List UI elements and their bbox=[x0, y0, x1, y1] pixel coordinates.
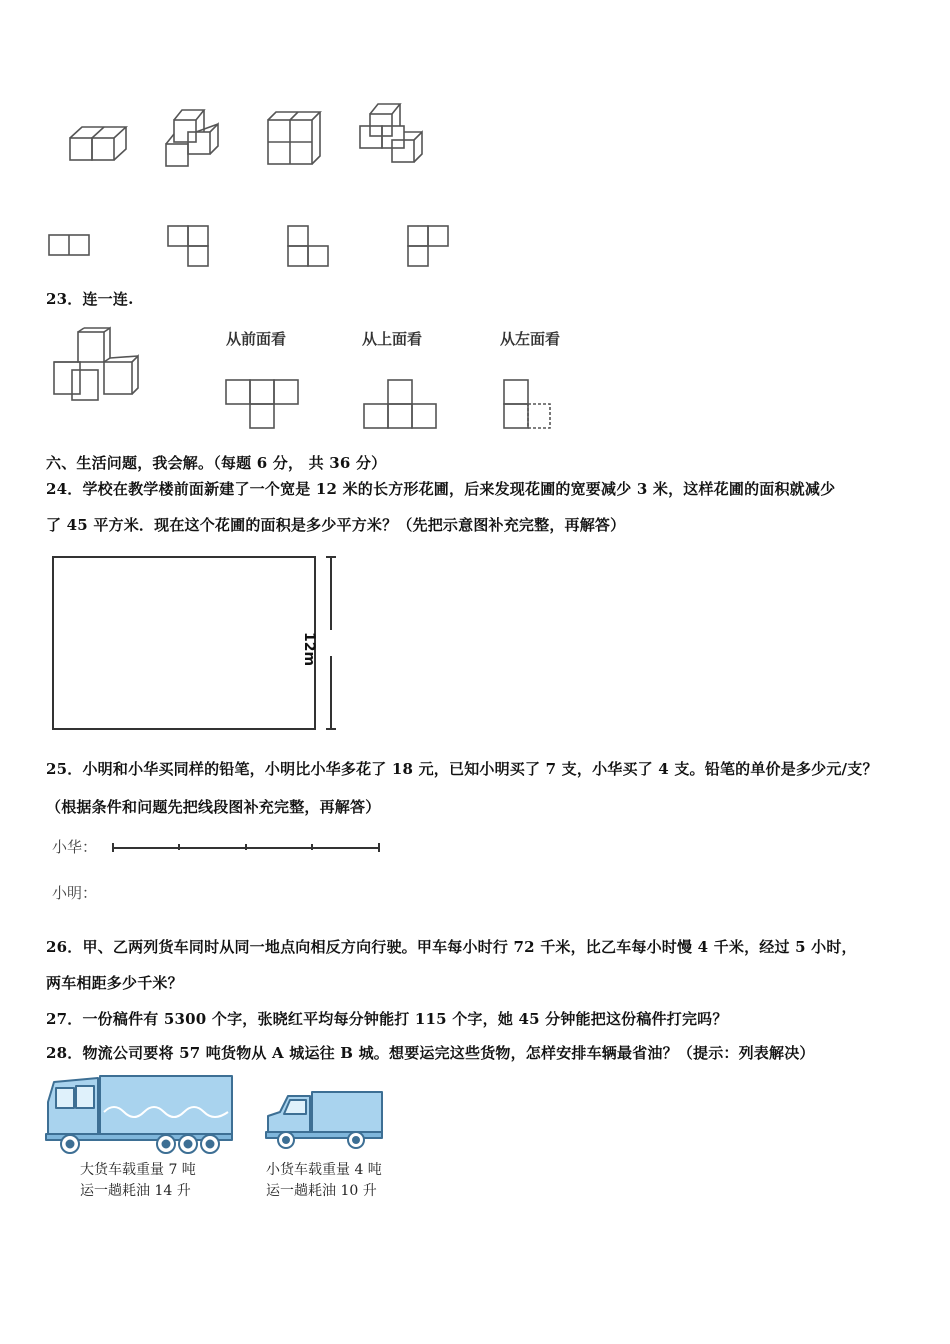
q26-line1: 26．甲、乙两列货车同时从同一地点向相反方向行驶。甲车每小时行 72 千米，比乙车每小时慢 4 千米，经过 5 小时， bbox=[46, 938, 857, 956]
q23-top-view bbox=[362, 376, 442, 432]
q26-line2: 两车相距多少千米？ bbox=[46, 974, 183, 992]
cube-figure-1 bbox=[66, 118, 126, 166]
q25-line1: 25．小明和小华买同样的铅笔，小明比小华多花了 18 元，已知小明买了 7 支，小华买了 4 支。铅笔的单价是多少元/支？ bbox=[46, 760, 878, 778]
q28-line1: 28．物流公司要将 57 吨货物从 A 城运往 B 城。想要运完这些货物，怎样安排车辆最省油？（提示：列表解决） bbox=[46, 1044, 815, 1062]
ming-label: 小明： bbox=[52, 884, 98, 902]
q23-front-view bbox=[224, 376, 304, 432]
q23-cube-stack bbox=[50, 326, 146, 406]
big-truck-illustration bbox=[44, 1072, 236, 1156]
q27-line1: 27．一份稿件有 5300 个字，张晓红平均每分钟能打 115 个字，她 45 分钟能把这份稿件打完吗？ bbox=[46, 1010, 728, 1028]
small-truck-caption-2: 运一趟耗油 10 升 bbox=[266, 1183, 377, 1199]
q23-left-view bbox=[502, 376, 558, 432]
big-truck-caption-2: 运一趟耗油 14 升 bbox=[80, 1183, 191, 1199]
garden-width-label: 12m bbox=[301, 632, 317, 667]
small-truck-illustration bbox=[264, 1088, 386, 1150]
view-label-top: 从上面看 bbox=[362, 330, 423, 348]
small-truck-caption-1: 小货车载重量 4 吨 bbox=[266, 1162, 382, 1178]
q23-title: 23．连一连. bbox=[46, 290, 134, 308]
view-label-left: 从左面看 bbox=[500, 330, 561, 348]
q24-line1: 24．学校在教学楼前面新建了一个宽是 12 米的长方形花圃，后来发现花圃的宽要减少 3 米，这样花圃的面积就减少 bbox=[46, 480, 836, 498]
view-shape-3 bbox=[286, 224, 332, 268]
view-shape-1 bbox=[48, 234, 92, 256]
garden-rectangle bbox=[52, 556, 316, 730]
view-label-front: 从前面看 bbox=[226, 330, 287, 348]
cube-figure-3 bbox=[264, 110, 324, 166]
garden-width-dimension bbox=[318, 556, 348, 730]
hua-segment-line bbox=[112, 842, 382, 854]
hua-label: 小华： bbox=[52, 838, 98, 856]
section6-heading: 六、生活问题，我会解。（每题 6 分， 共 36 分） bbox=[46, 454, 387, 472]
big-truck-caption-1: 大货车载重量 7 吨 bbox=[80, 1162, 196, 1178]
q24-line2: 了 45 平方米．现在这个花圃的面积是多少平方米？（先把示意图补充完整，再解答） bbox=[46, 516, 626, 534]
view-shape-4 bbox=[406, 224, 452, 268]
q25-line2: （根据条件和问题先把线段图补充完整，再解答） bbox=[46, 798, 381, 816]
view-shape-2 bbox=[166, 224, 212, 268]
cube-figure-2 bbox=[160, 104, 226, 170]
cube-figure-4 bbox=[356, 100, 426, 166]
